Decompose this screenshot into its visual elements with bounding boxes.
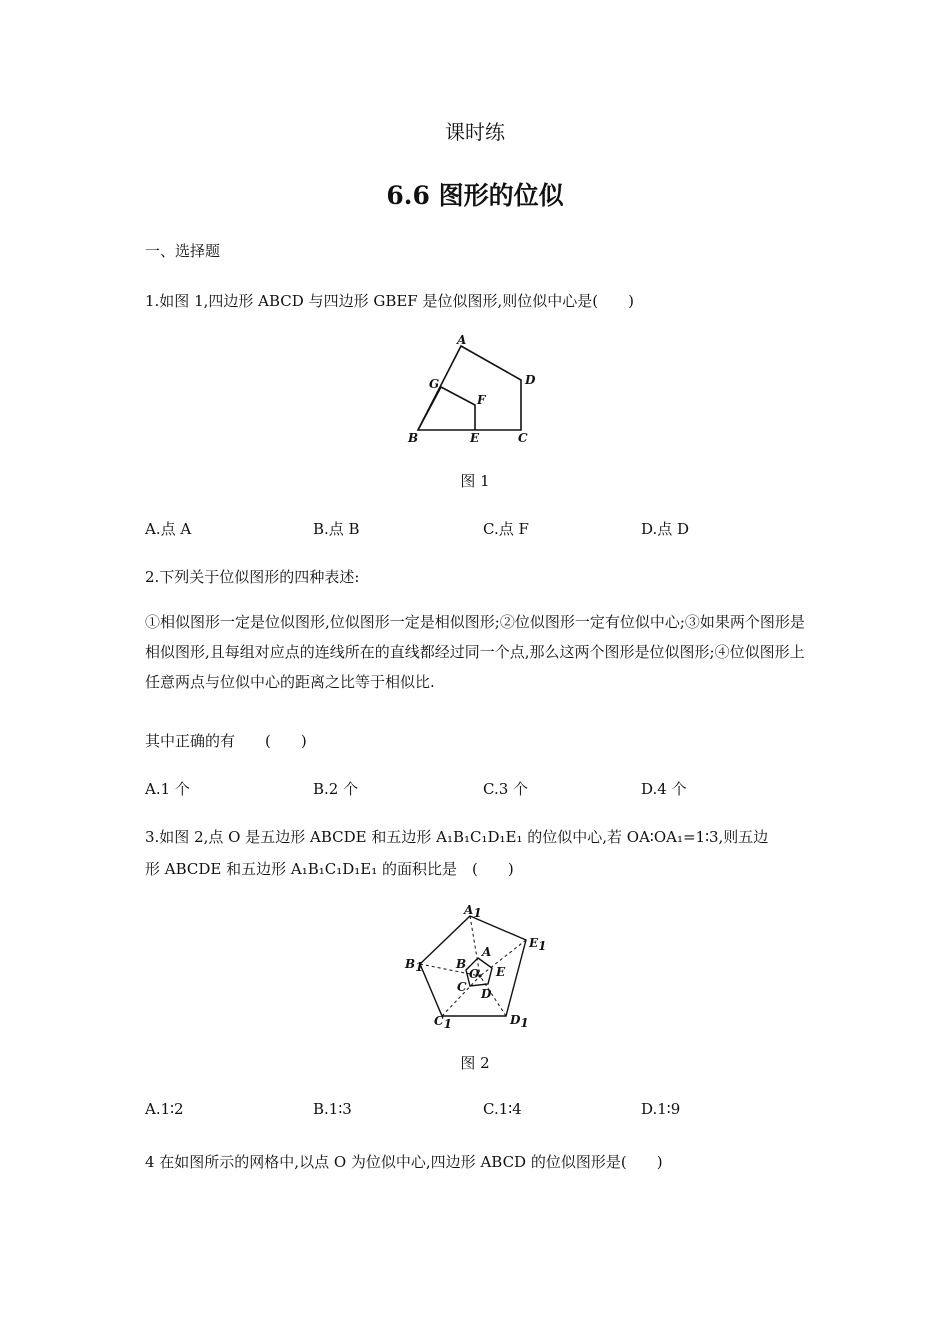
q2-option-c[interactable]: C.3 个	[483, 780, 529, 798]
q3-option-a[interactable]: A.1∶2	[145, 1100, 184, 1118]
label-d: D	[525, 373, 536, 387]
label-a: A	[482, 945, 492, 959]
pentagon-a1b1c1d1e1	[420, 916, 526, 1016]
label-c: C	[457, 980, 467, 994]
q1-option-a[interactable]: A.点 A	[145, 520, 192, 538]
section-heading: 一、选择题	[145, 242, 221, 260]
q2-statements: ①相似图形一定是位似图形,位似图形一定是相似图形;②位似图形一定有位似中心;③如果两个图形是相似图形,且每组对应点的连线所在的直线都经过同一个点,那么这两个图形是位似图形;④位似图形上任意两点与位似中心的距离之比等于相似比.	[145, 613, 805, 691]
q3-option-c[interactable]: C.1∶4	[483, 1100, 522, 1118]
label-b: B	[456, 957, 467, 971]
label-d1: D1	[510, 1013, 529, 1030]
q1-option-d[interactable]: D.点 D	[641, 520, 690, 538]
label-a1: A1	[464, 903, 482, 920]
label-c: C	[518, 431, 528, 445]
label-e: E	[470, 431, 480, 445]
label-a: A	[457, 333, 467, 347]
q4-stem: 4 在如图所示的网格中,以点 O 为位似中心,四边形 ABCD 的位似图形是( )	[145, 1153, 663, 1171]
figure-2-caption: 图 2	[460, 1054, 490, 1072]
q3-option-d[interactable]: D.1∶9	[641, 1100, 681, 1118]
label-e1: E1	[529, 936, 547, 953]
q2-option-a[interactable]: A.1 个	[145, 780, 190, 798]
q2-option-b[interactable]: B.2 个	[313, 780, 359, 798]
label-o: O	[469, 967, 480, 981]
label-b: B	[408, 431, 419, 445]
label-g: G	[429, 377, 440, 391]
q2-option-d[interactable]: D.4 个	[641, 780, 687, 798]
label-c1: C1	[434, 1014, 452, 1030]
page-title: 6.6 图形的位似	[386, 181, 564, 210]
q2-prompt: 其中正确的有 ( )	[145, 732, 307, 750]
figure-2	[400, 898, 560, 1030]
label-d: D	[481, 987, 492, 1001]
page-header: 课时练	[445, 120, 505, 144]
q3-option-b[interactable]: B.1∶3	[313, 1100, 352, 1118]
q1-option-c[interactable]: C.点 F	[483, 520, 529, 538]
label-b1: B1	[405, 957, 424, 974]
label-e: E	[496, 965, 506, 979]
figure-1	[405, 332, 545, 450]
q3-stem-line2: 形 ABCDE 和五边形 A₁B₁C₁D₁E₁ 的面积比是 ( )	[145, 860, 514, 878]
quad-gbef	[418, 387, 475, 430]
q3-stem-line1: 3.如图 2,点 O 是五边形 ABCDE 和五边形 A₁B₁C₁D₁E₁ 的位似中心,若 OA∶OA₁=1∶3,则五边	[145, 828, 769, 846]
q2-stem: 2.下列关于位似图形的四种表述:	[145, 568, 360, 586]
q1-stem: 1.如图 1,四边形 ABCD 与四边形 GBEF 是位似图形,则位似中心是( )	[145, 292, 634, 310]
figure-1-caption: 图 1	[460, 472, 490, 490]
q1-option-b[interactable]: B.点 B	[313, 520, 360, 538]
label-f: F	[477, 393, 486, 407]
